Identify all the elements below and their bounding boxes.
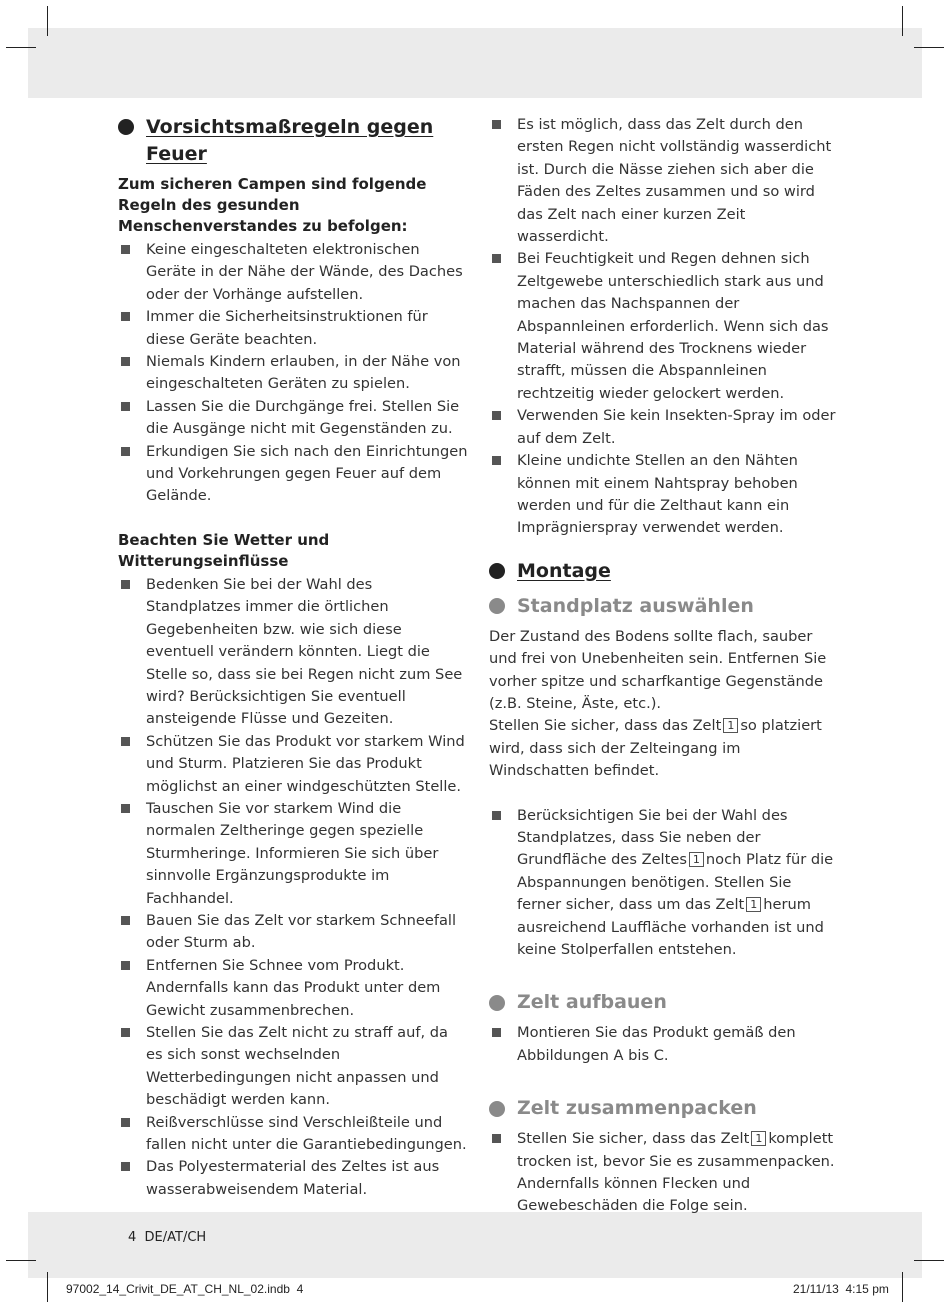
list-item: Schützen Sie das Produkt vor starkem Wind und Sturm. Platzieren Sie das Produkt möglichst an einer windgeschützten Stelle. — [118, 731, 468, 798]
bullet-dot-icon — [489, 598, 505, 614]
crop-mark — [902, 6, 903, 36]
weather-rules-list — [118, 574, 468, 1201]
crop-mark — [47, 1272, 48, 1302]
bullet-dot-icon — [489, 995, 505, 1011]
standplatz-list — [489, 805, 839, 962]
fire-subheading: Zum sicheren Campen sind folgende Regeln des gesunden Menschenverstandes zu befolgen: — [118, 175, 427, 235]
right-column — [489, 114, 839, 1218]
square-bullet-icon — [121, 961, 130, 970]
region-label: DE/AT/CH — [144, 1230, 207, 1245]
list-item: Lassen Sie die Durchgänge frei. Stellen Sie die Ausgänge nicht mit Gegenständen zu. — [118, 396, 468, 441]
packen-list — [489, 1128, 839, 1218]
list-item: Bauen Sie das Zelt vor starkem Schneefall oder Sturm ab. — [118, 910, 468, 955]
page-number: 4 — [128, 1230, 137, 1245]
print-slug-date: 21/11/13 4:15 pm — [793, 1282, 889, 1296]
page-footer — [128, 1230, 206, 1245]
list-item: Niemals Kindern erlauben, in der Nähe von eingeschalteten Geräten zu spielen. — [118, 351, 468, 396]
figure-reference: 1 — [689, 852, 704, 867]
list-item: Bei Feuchtigkeit und Regen dehnen sich Zeltgewebe unterschiedlich stark aus und machen das Nachspannen der Abspannleinen erforderlich. Wenn sich das Material während des Trocknens wieder strafft, müssen die Abspannleinen rechtzeitig wieder gelockert werden. — [489, 248, 839, 405]
crop-mark — [902, 1272, 903, 1302]
square-bullet-icon — [492, 456, 501, 465]
list-item: Erkundigen Sie sich nach den Einrichtungen und Vorkehrungen gegen Feuer auf dem Gelände. — [118, 441, 468, 508]
bullet-dot-icon — [489, 1101, 505, 1117]
square-bullet-icon — [121, 1118, 130, 1127]
square-bullet-icon — [492, 811, 501, 820]
section-heading-montage: Montage — [489, 558, 839, 585]
standplatz-paragraph: Der Zustand des Bodens sollte flach, sauber und frei von Unebenheiten sein. Entfernen Sie vorher spitze und scharfkantige Gegenstände (z.B. Steine, Äste, etc.). — [489, 627, 827, 712]
square-bullet-icon — [121, 580, 130, 589]
crop-mark — [6, 47, 36, 48]
square-bullet-icon — [121, 357, 130, 366]
square-bullet-icon — [121, 737, 130, 746]
header-band — [28, 28, 922, 98]
bullet-dot-icon — [489, 563, 505, 579]
crop-mark — [914, 1260, 944, 1261]
square-bullet-icon — [492, 254, 501, 263]
figure-reference: 1 — [751, 1131, 766, 1146]
list-item: Stellen Sie sicher, dass das Zelt 1 komplett trocken ist, bevor Sie es zusammenpacken. Andernfalls können Flecken und Gewebeschäden die Folge sein. — [489, 1128, 839, 1218]
list-item: Tauschen Sie vor starkem Wind die normalen Zeltheringe gegen spezielle Sturmheringe. Informieren Sie sich über sinnvolle Ergänzungsprodukte im Fachhandel. — [118, 798, 468, 910]
square-bullet-icon — [121, 447, 130, 456]
crop-mark — [47, 6, 48, 36]
square-bullet-icon — [121, 1162, 130, 1171]
square-bullet-icon — [121, 245, 130, 254]
list-item: Kleine undichte Stellen an den Nähten können mit einem Nahtspray behoben werden und für die Zelthaut kann ein Imprägnierspray verwendet werden. — [489, 450, 839, 540]
subsection-heading-packen: Zelt zusammenpacken — [489, 1095, 839, 1122]
weather-subheading: Beachten Sie Wetter und Witterungseinflüsse — [118, 530, 330, 570]
list-item: Montieren Sie das Produkt gemäß den Abbildungen A bis C. — [489, 1022, 839, 1067]
standplatz-paragraph-2: Stellen Sie sicher, dass das Zelt 1 so platziert wird, dass sich der Zelteingang im Windschatten befindet. — [489, 717, 822, 780]
aufbauen-list — [489, 1022, 839, 1067]
list-item: Immer die Sicherheitsinstruktionen für diese Geräte beachten. — [118, 306, 468, 351]
left-column — [118, 114, 468, 1201]
figure-reference: 1 — [723, 718, 738, 733]
list-item: Bedenken Sie bei der Wahl des Standplatzes immer die örtlichen Gegebenheiten bzw. wie sich diese eventuell verändern könnten. Liegt die Stelle so, dass sie bei Regen nicht zum See wird? Berücksichtigen Sie eventuell ansteigende Flüsse und Gezeiten. — [118, 574, 468, 731]
print-slug-file: 97002_14_Crivit_DE_AT_CH_NL_02.indb 4 — [66, 1282, 304, 1296]
square-bullet-icon — [492, 1028, 501, 1037]
list-item: Stellen Sie das Zelt nicht zu straff auf, da es sich sonst wechselnden Wetterbedingungen nicht anpassen und beschädigt werden kann. — [118, 1022, 468, 1112]
list-item: Keine eingeschalteten elektronischen Geräte in der Nähe der Wände, des Daches oder der Vorhänge aufstellen. — [118, 239, 468, 306]
section-heading-fire: Vorsichtsmaßregeln gegen Feuer — [118, 114, 468, 168]
tent-care-list — [489, 114, 839, 540]
list-item: Verwenden Sie kein Insekten-Spray im oder auf dem Zelt. — [489, 405, 839, 450]
crop-mark — [914, 47, 944, 48]
figure-reference: 1 — [746, 897, 761, 912]
square-bullet-icon — [121, 1028, 130, 1037]
subsection-heading-standplatz: Standplatz auswählen — [489, 593, 839, 620]
subsection-heading-aufbauen: Zelt aufbauen — [489, 989, 839, 1016]
list-item: Es ist möglich, dass das Zelt durch den ersten Regen nicht vollständig wasserdicht ist. Durch die Nässe ziehen sich aber die Fäden des Zeltes zusammen und so wird das Zelt nach einer kurzen Zeit wasserdicht. — [489, 114, 839, 248]
square-bullet-icon — [121, 402, 130, 411]
square-bullet-icon — [492, 1134, 501, 1143]
footer-band — [28, 1212, 922, 1278]
square-bullet-icon — [121, 804, 130, 813]
list-item: Das Polyestermaterial des Zeltes ist aus wasserabweisendem Material. — [118, 1156, 468, 1201]
list-item: Reißverschlüsse sind Verschleißteile und fallen nicht unter die Garantiebedingungen. — [118, 1112, 468, 1157]
square-bullet-icon — [121, 916, 130, 925]
square-bullet-icon — [121, 312, 130, 321]
list-item: Berücksichtigen Sie bei der Wahl des Standplatzes, dass Sie neben der Grundfläche des Zeltes 1 noch Platz für die Abspannungen benötigen. Stellen Sie ferner sicher, dass um das Zelt 1 herum ausreichend Lauffläche vorhanden ist und keine Stolperfallen entstehen. — [489, 805, 839, 962]
square-bullet-icon — [492, 411, 501, 420]
crop-mark — [6, 1260, 36, 1261]
square-bullet-icon — [492, 120, 501, 129]
fire-rules-list — [118, 239, 468, 508]
bullet-dot-icon — [118, 119, 134, 135]
list-item: Entfernen Sie Schnee vom Produkt. Andernfalls kann das Produkt unter dem Gewicht zusammenbrechen. — [118, 955, 468, 1022]
